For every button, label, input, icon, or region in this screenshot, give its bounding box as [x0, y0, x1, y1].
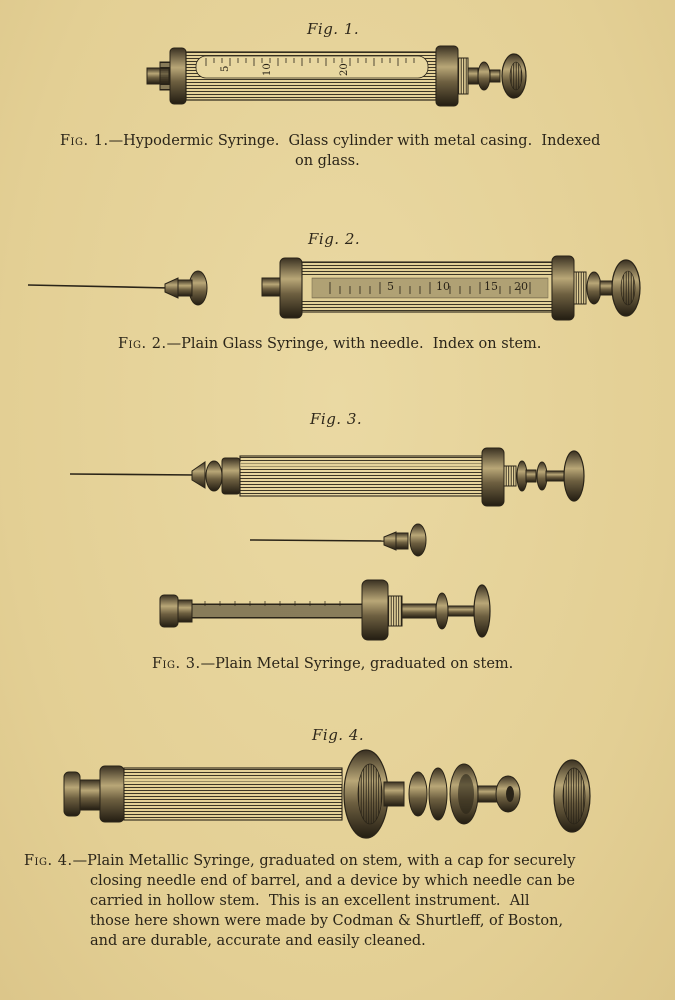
fig-4-caption-line-5: and are durable, accurate and easily cleaned.: [90, 933, 426, 949]
fig-4-label: Fig. 4.: [312, 726, 365, 744]
fig-2-label: Fig. 2.: [308, 230, 361, 248]
fig-4-caption-line-4: those here shown were made by Codman & Shurtleff, of Boston,: [90, 913, 564, 929]
fig-1-scale-10: 10: [262, 63, 273, 76]
fig-4-caption-prefix: Fig. 4.: [24, 853, 73, 869]
fig-1-caption: [60, 131, 630, 171]
fig-2-syringe: [262, 256, 640, 320]
fig-3-caption-prefix: Fig. 3.: [152, 656, 201, 672]
fig-1-caption-line-1: —Hypodermic Syringe. Glass cylinder with metal casing. Indexed: [108, 133, 601, 149]
fig-3-caption-line-1: —Plain Metal Syringe, graduated on stem.: [200, 656, 514, 672]
fig-1-label: Fig. 1.: [307, 20, 360, 38]
fig-4-caption-line-1: —Plain Metallic Syringe, graduated on stem, with a cap for securely: [72, 853, 576, 869]
fig-2-caption-prefix: Fig. 2.: [118, 336, 167, 352]
fig-1-caption-line-2: on glass.: [295, 153, 360, 169]
fig-3-syringe-graduated: [160, 580, 490, 640]
fig-4-caption-line-2: closing needle end of barrel, and a device by which needle can be: [90, 873, 576, 889]
fig-1-scale-20: 20: [339, 63, 350, 76]
fig-2-caption: [118, 334, 638, 354]
fig-3-label: Fig. 3.: [310, 410, 363, 428]
fig-3-syringe-assembled: [70, 448, 584, 506]
fig-2-needle: [28, 271, 207, 305]
fig-2-scale-20: 20: [514, 280, 528, 293]
fig-2-scale-15: 15: [484, 280, 498, 293]
fig-1-caption-prefix: Fig. 1.: [60, 133, 109, 149]
fig-2-scale-10: 10: [436, 280, 450, 293]
fig-1-syringe: [147, 46, 526, 106]
fig-3-needle: [250, 524, 426, 556]
fig-2-scale-5: 5: [387, 280, 394, 293]
fig-4-syringe-parts: [64, 750, 590, 838]
fig-4-caption: [24, 851, 624, 951]
fig-4-caption-line-3: carried in hollow stem. This is an excellent instrument. All: [90, 893, 530, 909]
fig-1-scale-5: 5: [220, 65, 231, 72]
fig-2-caption-line-1: —Plain Glass Syringe, with needle. Index on stem.: [166, 336, 542, 352]
fig-3-caption: [152, 654, 632, 674]
